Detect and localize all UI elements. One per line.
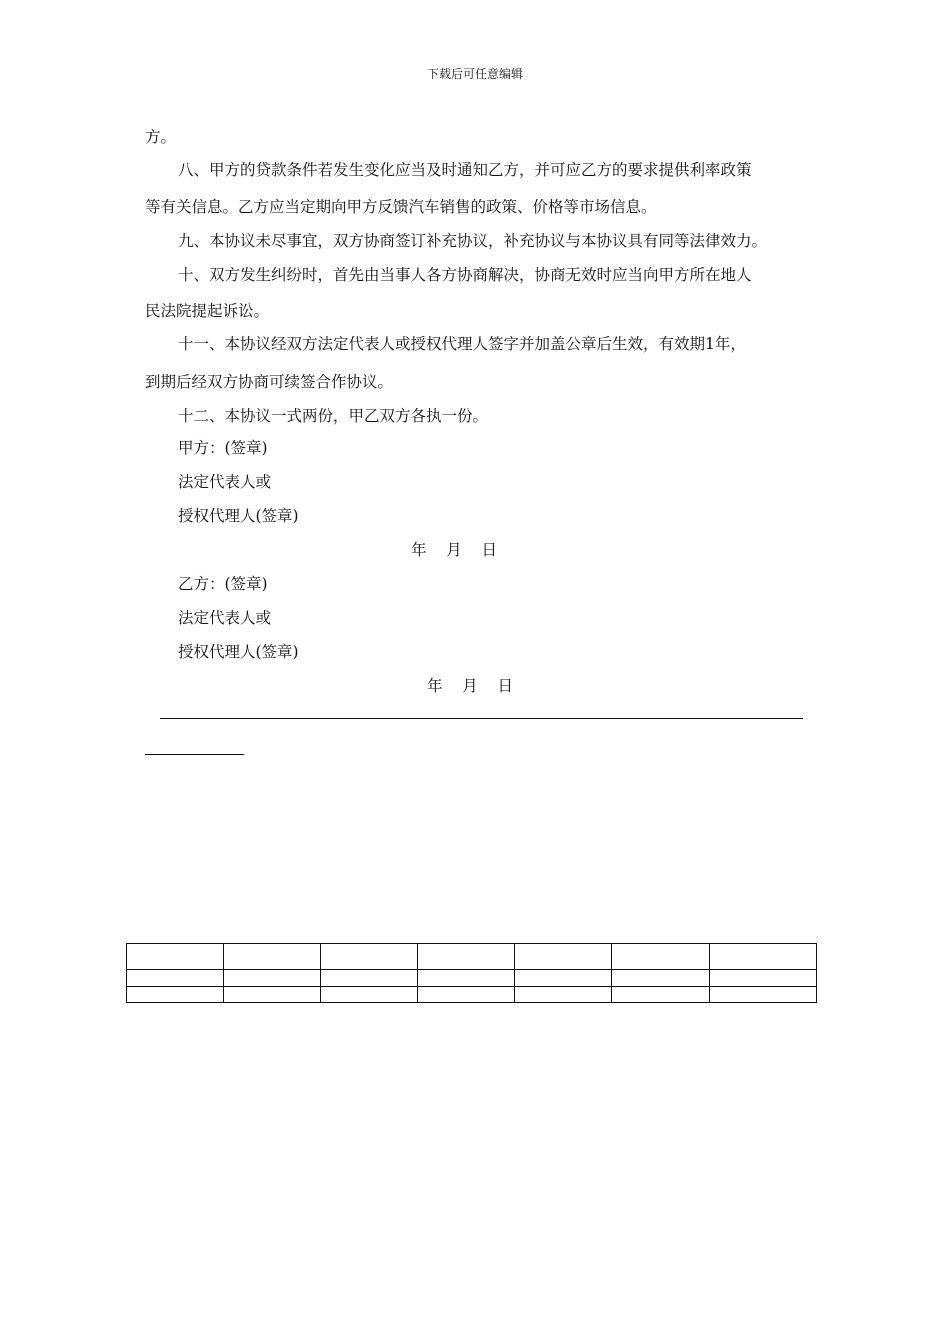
- table-cell: [224, 944, 321, 970]
- table-cell: [710, 970, 817, 987]
- party-b-rep-line-1: 法定代表人或: [178, 609, 272, 627]
- table-cell: [612, 987, 710, 1003]
- table-cell: [224, 987, 321, 1003]
- table-cell: [127, 970, 224, 987]
- clause-9: 九、本协议未尽事宜，双方协商签订补充协议，补充协议与本协议具有同等法律效力。: [178, 232, 768, 250]
- table-cell: [612, 944, 710, 970]
- party-a-seal-label: 甲方：(签章): [178, 439, 268, 457]
- table-cell: [418, 970, 515, 987]
- table-cell: [515, 970, 612, 987]
- party-a-rep-line-1: 法定代表人或: [178, 473, 272, 491]
- table-row: [127, 987, 817, 1003]
- party-b-date: 年 月 日: [427, 677, 513, 695]
- clause-8-line-1: 八、甲方的贷款条件若发生变化应当及时通知乙方，并可应乙方的要求提供利率政策: [178, 161, 752, 179]
- table-cell: [224, 970, 321, 987]
- table-cell: [710, 987, 817, 1003]
- clause-11-line-2: 到期后经双方协商可续签合作协议。: [145, 373, 394, 391]
- table-cell: [321, 944, 418, 970]
- table-row: [127, 944, 817, 970]
- table-cell: [515, 944, 612, 970]
- clause-8-line-2: 等有关信息。乙方应当定期向甲方反馈汽车销售的政策、价格等市场信息。: [145, 198, 657, 216]
- party-b-rep-line-2: 授权代理人(签章): [178, 643, 299, 661]
- page-header-note: 下载后可任意编辑: [426, 67, 523, 81]
- horizontal-rule-short: [145, 754, 244, 755]
- party-b-seal-label: 乙方：(签章): [178, 575, 268, 593]
- body-line-1: 方。: [145, 128, 177, 146]
- table-cell: [418, 987, 515, 1003]
- horizontal-rule-long: [160, 718, 803, 719]
- table-cell: [710, 944, 817, 970]
- table-cell: [612, 970, 710, 987]
- table-cell: [127, 944, 224, 970]
- clause-11-line-1: 十一、本协议经双方法定代表人或授权代理人签字并加盖公章后生效，有效期1年，: [178, 335, 746, 353]
- clause-10-line-1: 十、双方发生纠纷时，首先由当事人各方协商解决，协商无效时应当向甲方所在地人: [178, 266, 752, 284]
- blank-table: [126, 943, 817, 1003]
- clause-10-line-2: 民法院提起诉讼。: [145, 302, 270, 320]
- table-cell: [418, 944, 515, 970]
- party-a-date: 年 月 日: [411, 541, 497, 559]
- clause-12: 十二、本协议一式两份，甲乙双方各执一份。: [178, 407, 489, 425]
- table-cell: [127, 987, 224, 1003]
- table-cell: [321, 987, 418, 1003]
- party-a-rep-line-2: 授权代理人(签章): [178, 507, 299, 525]
- table-row: [127, 970, 817, 987]
- table-cell: [321, 970, 418, 987]
- table-cell: [515, 987, 612, 1003]
